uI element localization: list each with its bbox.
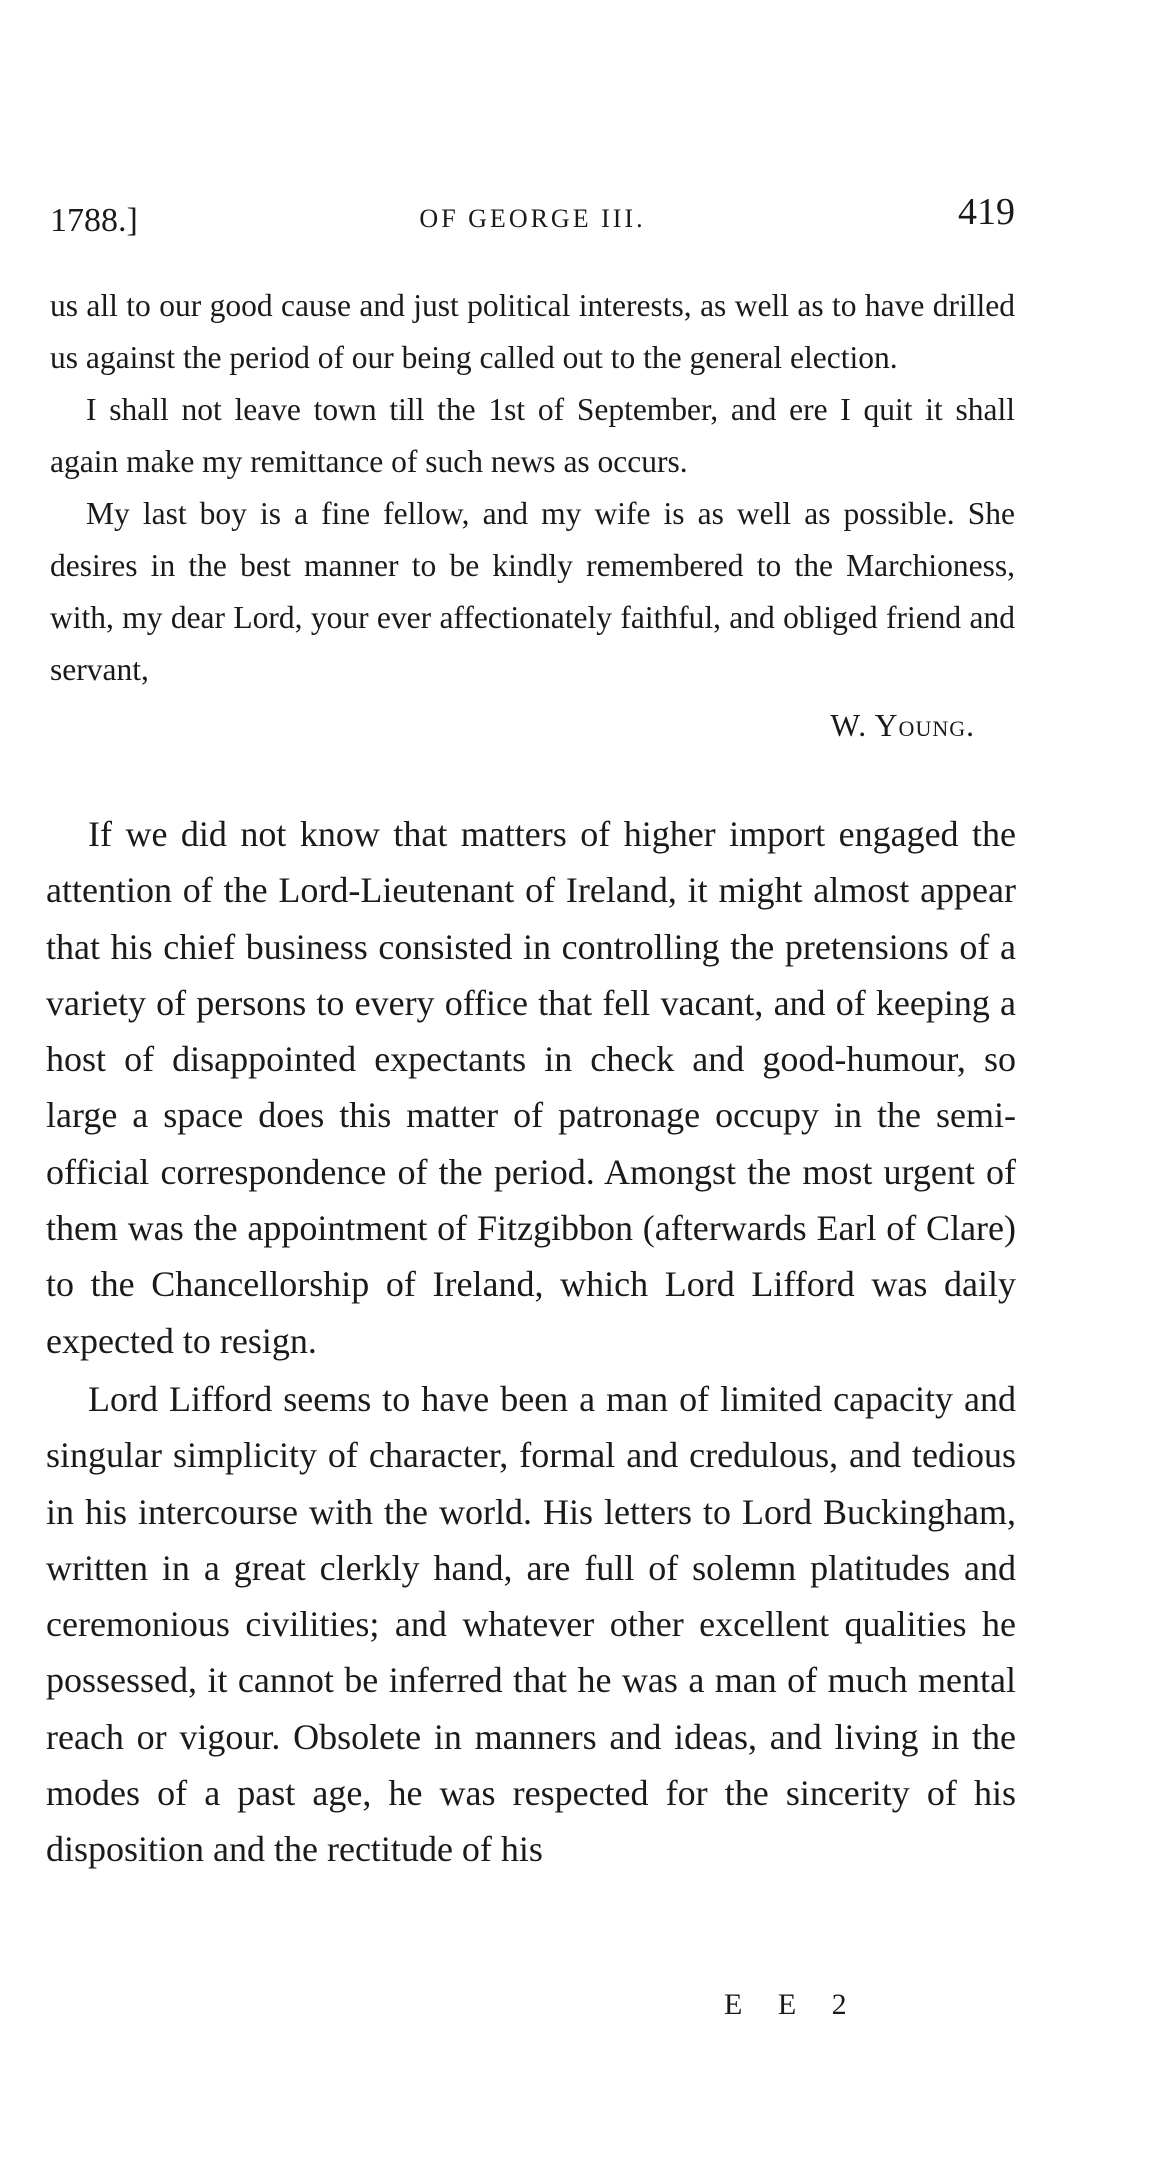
letter-paragraph: us all to our good cause and just political interests, as well as to have drilled us against the period of our being called out to the general election. (50, 288, 1015, 375)
letter-paragraph: My last boy is a fine fellow, and my wife is as well as possible. She desires in the best manner to be kindly remembered to the Marchioness, with, my dear Lord, your ever affectionately faithful, and obliged friend and servant, (50, 496, 1015, 687)
letter-paragraph: I shall not leave town till the 1st of September, and ere I quit it shall again make my remittance of such news as occurs. (50, 392, 1015, 479)
running-title: OF GEORGE III. (419, 204, 646, 233)
page-header (50, 190, 1015, 240)
body-paragraph: If we did not know that matters of higher import engaged the attention of the Lord-Lieutenant of Ireland, it might almost appear that his chief business consisted in controlling the pretensions of a variety of persons to every office that fell vacant, and of keeping a host of disappointed expectants in check and good-humour, so large a space does this matter of patronage occupy in the semi-official correspondence of the period. Amongst the most urgent of them was the appointment of Fitzgibbon (afterwards Earl of Clare) to the Chancellorship of Ireland, which Lord Lifford was daily expected to resign. (46, 814, 1016, 1361)
letter-signature (50, 700, 1015, 752)
signature-name: W. Young. (830, 708, 975, 743)
printer-signature-mark: E E 2 (724, 1988, 861, 2021)
body-paragraph: Lord Lifford seems to have been a man of limited capacity and singular simplicity of character, formal and credulous, and tedious in his intercourse with the world. His letters to Lord Buckingham, written in a great clerkly hand, are full of solemn platitudes and ceremonious civilities; and whatever other excellent qualities he possessed, it cannot be inferred that he was a man of much mental reach or vigour. Obsolete in manners and ideas, and living in the modes of a past age, he was respected for the sincerity of his disposition and the rectitude of his (46, 1378, 1016, 1870)
page-number: 419 (958, 191, 1015, 233)
header-year: 1788.] (50, 202, 138, 239)
body-text (46, 806, 1016, 1878)
letter-excerpt (50, 280, 1015, 752)
